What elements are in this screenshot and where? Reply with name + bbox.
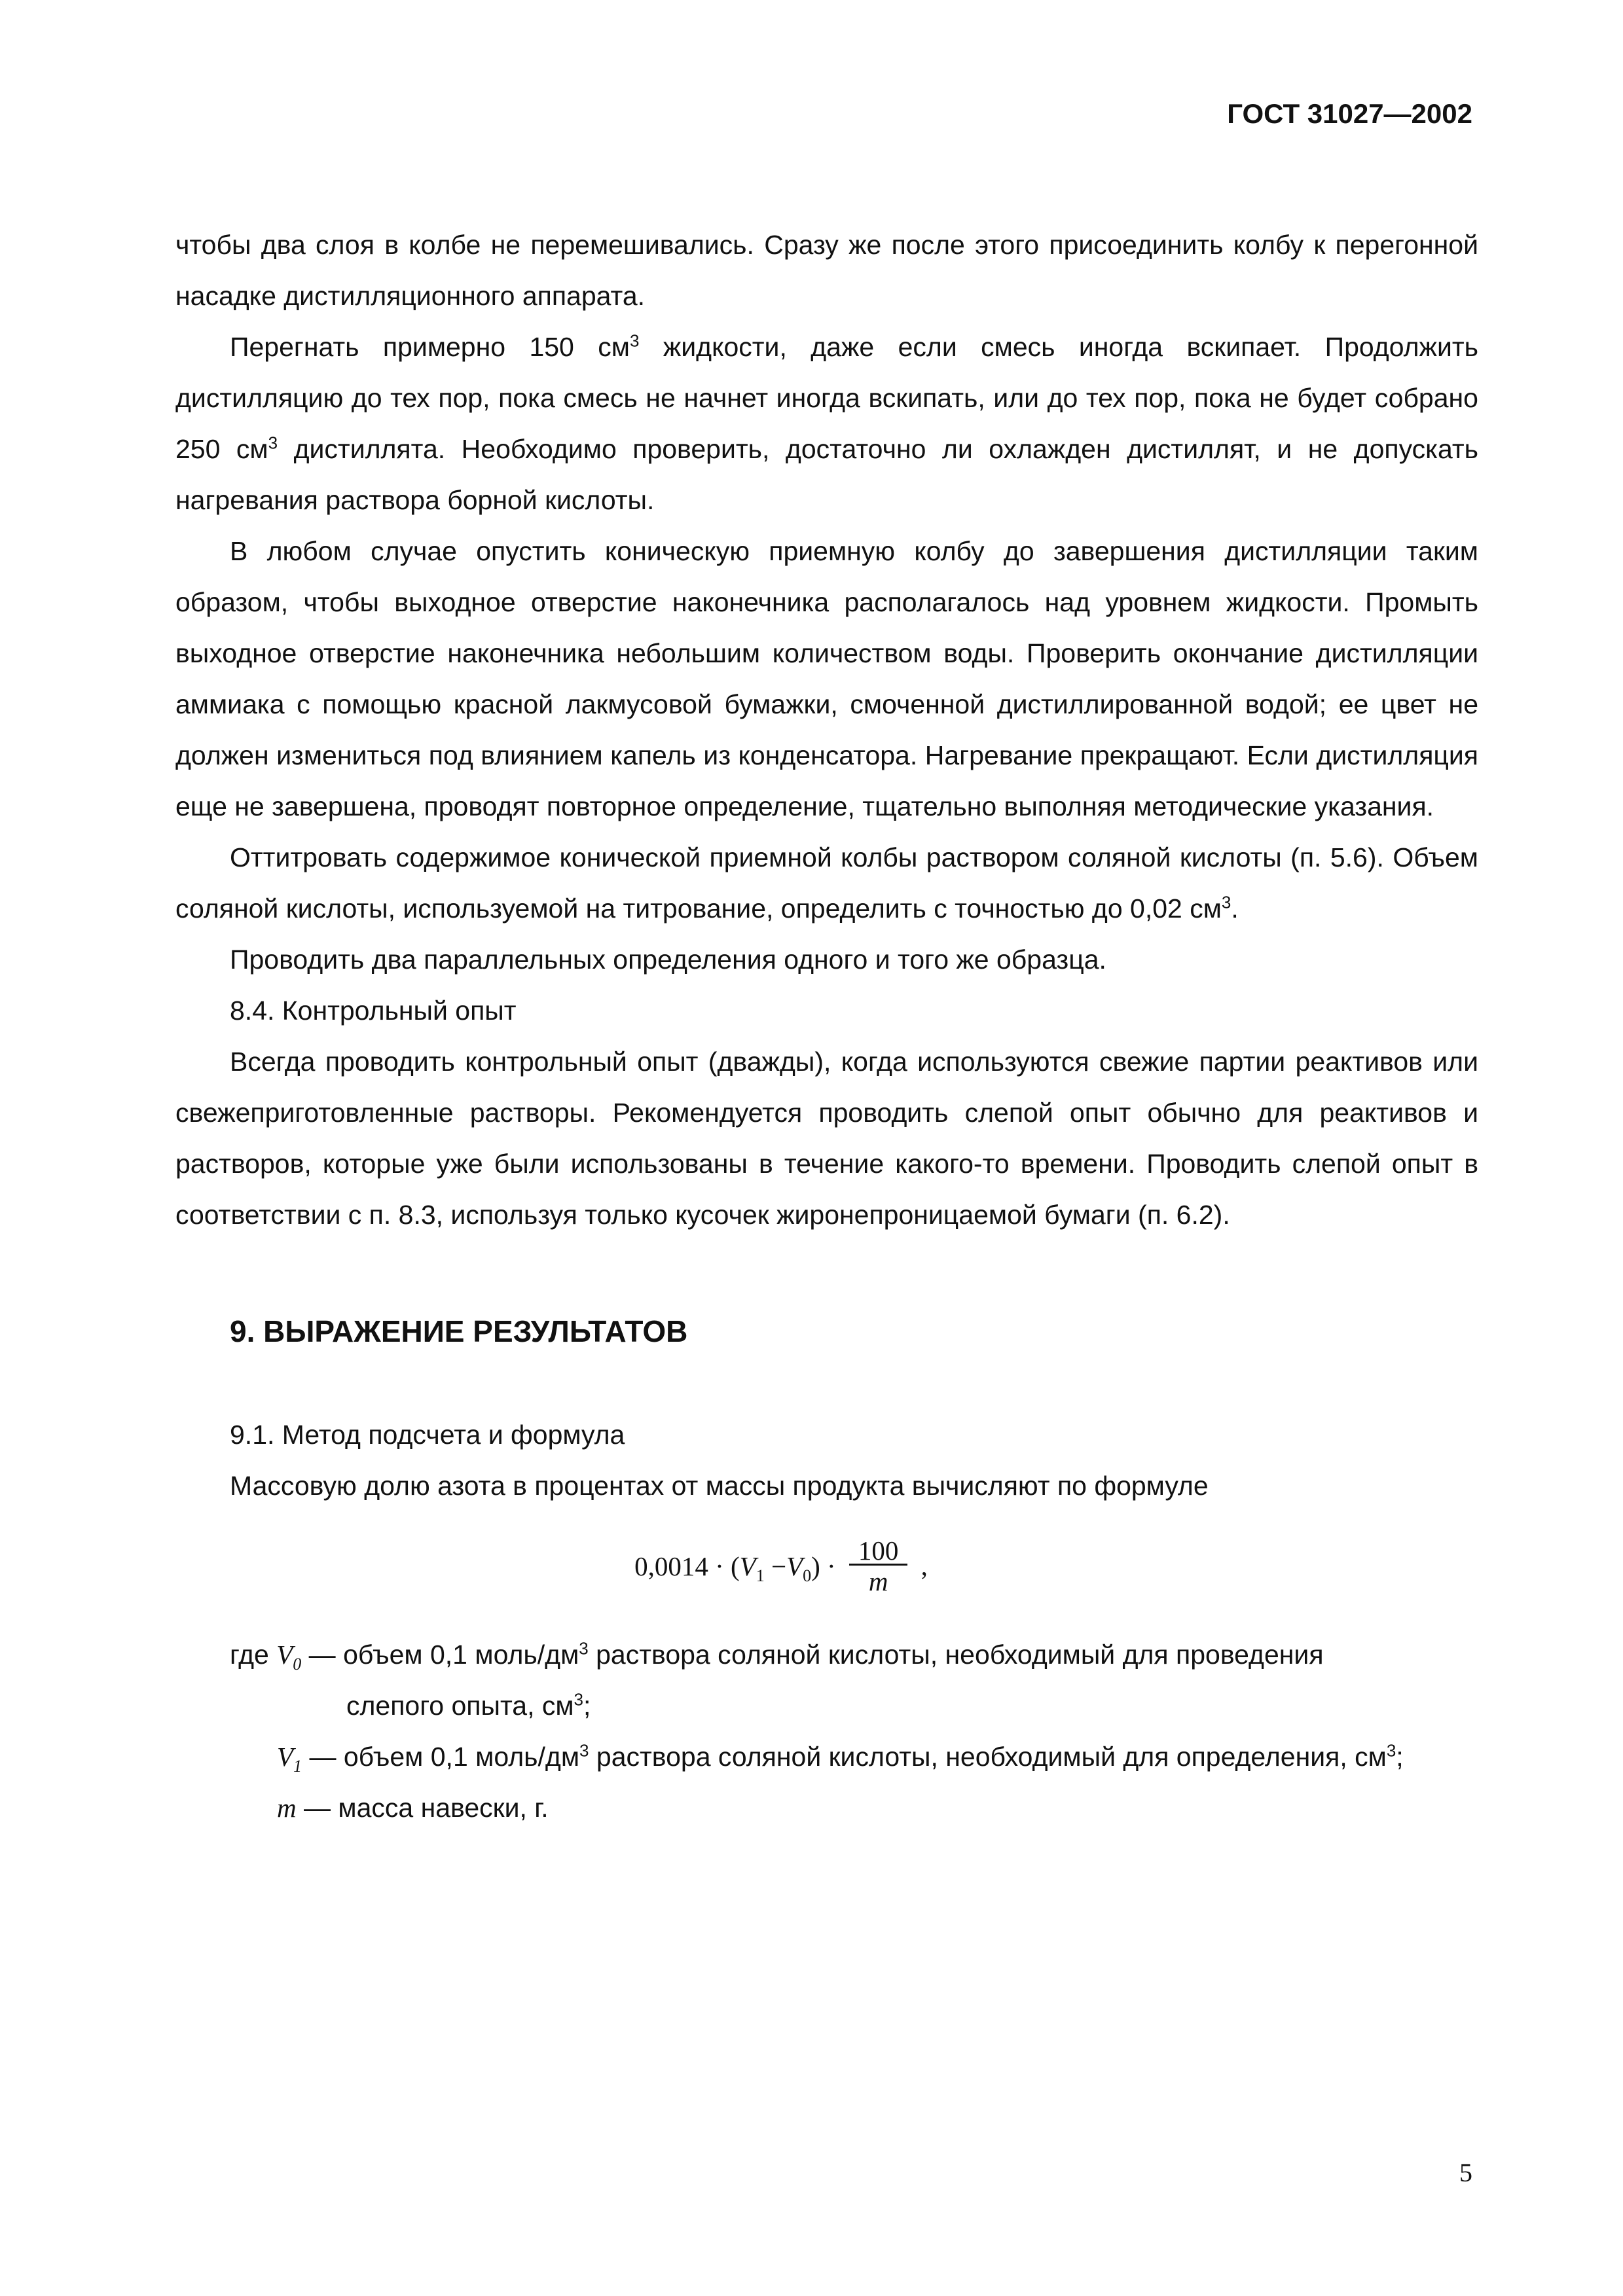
p2-part-a: Перегнать примерно 150 см bbox=[230, 332, 630, 362]
legend-v1-text-a: — объем 0,1 моль/дм bbox=[302, 1742, 580, 1772]
legend-v1-sub: 1 bbox=[293, 1757, 302, 1776]
paragraph-7: Всегда проводить контрольный опыт (дважды), когда используются свежие партии реактивов или свежеприготовленные растворы. Рекомендуется проводить слепой опыт обычно для реактивов и растворов, которые уже были использованы в течение какого-то времени. Проводить слепой опыт в соответствии с п. 8.3, используя только кусочек жиронепроницаемой бумаги (п. 6.2). bbox=[175, 1047, 1478, 1230]
formula-coef: 0,0014 · ( bbox=[634, 1551, 740, 1581]
legend-v0 bbox=[230, 1629, 1478, 1731]
legend-where: где bbox=[230, 1640, 277, 1670]
legend-v0-text-a: — объем 0,1 моль/дм bbox=[301, 1640, 579, 1670]
formula-v0: V bbox=[786, 1551, 803, 1581]
subsection-8-4-title: 8.4. Контрольный опыт bbox=[230, 996, 517, 1026]
legend-m-symbol: m bbox=[277, 1793, 297, 1823]
section-9-title: 9. ВЫРАЖЕНИЕ РЕЗУЛЬТАТОВ bbox=[230, 1314, 688, 1348]
legend-v0-sub: 0 bbox=[293, 1655, 302, 1674]
formula-lhs bbox=[634, 1551, 836, 1585]
legend-v1-text-c: ; bbox=[1396, 1742, 1404, 1772]
legend-v0-symbol: V bbox=[276, 1640, 293, 1670]
formula-minus: − bbox=[764, 1551, 787, 1581]
nitrogen-formula bbox=[175, 1537, 1478, 1609]
p2-part-c: дистиллята. Необходимо проверить, достаточно ли охлажден дистиллят, и не допускать нагревания раствора борной кислоты. bbox=[175, 434, 1478, 515]
formula-v1: V bbox=[739, 1551, 756, 1581]
superscript-3: 3 bbox=[579, 1638, 589, 1659]
superscript-3: 3 bbox=[579, 1740, 589, 1761]
formula-close: ) · bbox=[811, 1551, 836, 1581]
formula-numerator: 100 bbox=[849, 1537, 908, 1566]
legend-v0-text-d: ; bbox=[583, 1691, 591, 1721]
legend-v1-symbol: V bbox=[277, 1742, 294, 1772]
superscript-3: 3 bbox=[1386, 1740, 1396, 1761]
paragraph-5: Проводить два параллельных определения одного и того же образца. bbox=[230, 944, 1106, 975]
legend-m bbox=[277, 1782, 1478, 1833]
legend-v0-continuation bbox=[230, 1680, 1478, 1731]
paragraph-2 bbox=[175, 321, 1478, 526]
superscript-3: 3 bbox=[629, 331, 640, 351]
formula-v1-sub: 1 bbox=[756, 1566, 765, 1585]
formula-trailing-comma: , bbox=[921, 1551, 928, 1581]
superscript-3: 3 bbox=[574, 1689, 584, 1710]
formula-fraction bbox=[849, 1537, 908, 1594]
legend-v1-text-b: раствора соляной кислоты, необходимый для определения, см bbox=[589, 1742, 1387, 1772]
legend-v0-text-b: раствора соляной кислоты, необходимый для проведения bbox=[588, 1640, 1324, 1670]
legend-v1 bbox=[277, 1731, 1478, 1782]
p4-part-b: . bbox=[1231, 893, 1239, 924]
formula-v0-sub: 0 bbox=[803, 1566, 812, 1585]
formula-denominator: m bbox=[868, 1566, 888, 1596]
page-number: 5 bbox=[1459, 2158, 1472, 2187]
document-header: ГОСТ 31027—2002 bbox=[1227, 98, 1472, 129]
p2-part-b: жидкости, даже если смесь иногда вскипает. Продолжить дистилляцию до тех пор, пока смесь не начнет иногда вскипать, или до тех пор, пока не будет собрано 250 см bbox=[175, 332, 1478, 464]
p4-part-a: Оттитровать содержимое конической приемной колбы раствором соляной кислоты (п. 5.6). Объем соляной кислоты, используемой на титрование, определить с точностью до 0,02 см bbox=[175, 842, 1478, 924]
paragraph-1: чтобы два слоя в колбе не перемешивались. Сразу же после этого присоединить колбу к перегонной насадке дистилляционного аппарата. bbox=[175, 230, 1478, 311]
paragraph-3: В любом случае опустить коническую приемную колбу до завершения дистилляции таким образом, чтобы выходное отверстие наконечника располагалось над уровнем жидкости. Промыть выходное отверстие наконечника небольшим количеством воды. Проверить окончание дистилляции аммиака с помощью красной лакмусовой бумажки, смоченной дистиллированной водой; ее цвет не должен измениться под влиянием капель из конденсатора. Нагревание прекращают. Если дистилляция еще не завершена, проводят повторное определение, тщательно выполняя методические указания. bbox=[175, 536, 1478, 821]
legend-v0-text-c: слепого опыта, см bbox=[346, 1691, 574, 1721]
legend-m-text: — масса навески, г. bbox=[296, 1793, 549, 1823]
document-body bbox=[175, 219, 1478, 1833]
superscript-3: 3 bbox=[1221, 892, 1231, 912]
paragraph-4 bbox=[175, 832, 1478, 934]
subsection-9-1-title: 9.1. Метод подсчета и формула bbox=[230, 1420, 625, 1450]
superscript-3: 3 bbox=[268, 433, 278, 453]
formula-intro: Массовую долю азота в процентах от массы продукта вычисляют по формуле bbox=[230, 1471, 1209, 1501]
